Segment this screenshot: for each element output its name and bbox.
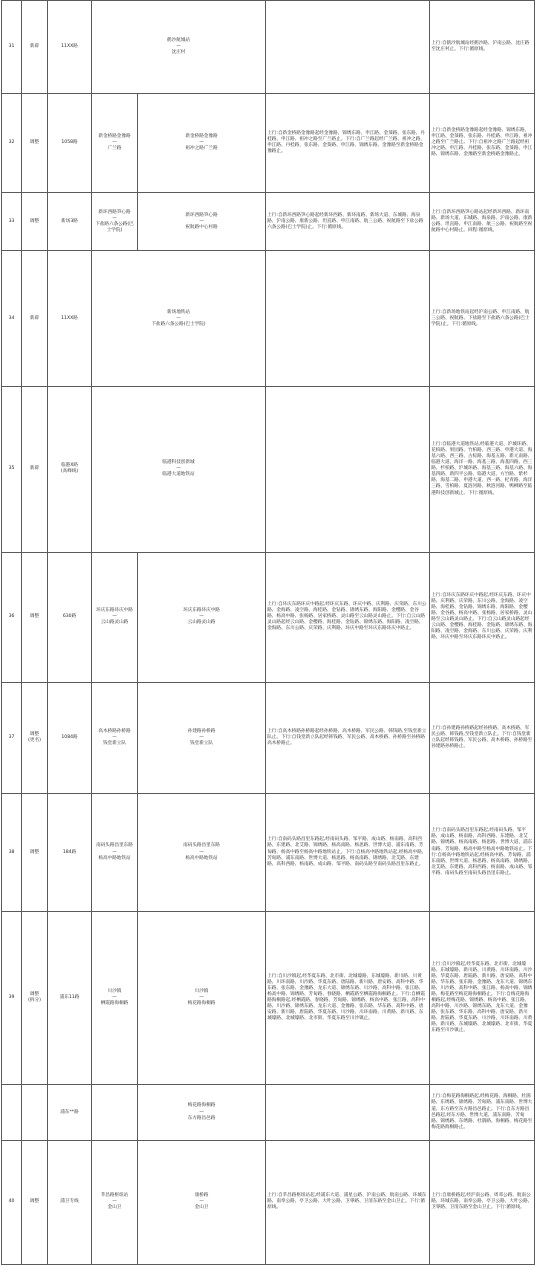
old-route-cell: 上行:自川沙镇起,经华夏东路、北市街、北城壕路、东城壕路、新川路、川黄路、川环南路、川沙路、华夏东路、唐陆路、新川路、唐安路、高科中路、华东路、张东路、金豫路、龙东大道、锦绣东路、川沙路、高科中路、张江路、杨高中路、锦绣路、芳甸路、春晓路、栖霞路至栖霞路海桐路止。下行:自栖霞路海桐路起,经栖霞路、春晓路、芳甸路、锦绣路、杨高中路、张江路、高科中路、川沙路、锦绣东路、龙东大道、金豫路、张东路、华东路、高科中路、唐安路、新川路、唐陆路、华夏东路、川沙路、川环南路、川黄路、新川路、东城壕路、北城壕路、北市街、华夏东路至川沙镇止。 [266,912,430,1085]
table-row [2,552,535,682]
table-row [2,193,535,251]
route-path-before-cell [92,1085,138,1141]
route-path-after-cell: 环庆东路环庆中路 — 云山路灵山路 [138,552,266,682]
row-number-cell: 39 [2,912,22,1085]
route-path-after-cell: 康桥路 — 金山卫 [138,1141,266,1264]
table-row [2,682,535,793]
table-row [2,94,535,193]
route-path-cell: 鹤沙航城站 — 沈庄村 [92,1,266,94]
old-route-cell: 上行:自南码头路昌里东路起,经南码头路、邹平路、成山路、杨南路、高科西路、东建路、北艾路、锦绣路、杨高南路、杨思路、世博大道、浦东南路、芳甸路、杨高中路至杨高中路地铁站止。下行:自杨高中路地铁站起,经杨高中路、芳甸路、浦东南路、世博大道、杨思路、杨高南路、锦绣路、北艾路、东建路、高科西路、杨南路、成山路、邹平路、南码头路至南码头路昌里东路止。 [266,794,430,912]
old-route-cell [266,1,430,94]
line-name-cell: 浦东**路 [48,1085,92,1141]
row-number-cell: 40 [2,1141,22,1264]
table-row [2,1085,535,1141]
line-name-cell: 184路 [48,794,92,912]
adjust-type-cell: 调整 [22,94,48,193]
new-route-cell: 上行:自梅花路海桐路起,经梅花路、海桐路、杜鹃路、东绣路、锦绣路、芳甸路、浦东南路、世博大道、东方路至东方路昌邑路止。下行:自东方路昌邑路起,经东方路、世博大道、浦东南路、芳甸路、锦绣路、东绣路、杜鹃路、海桐路、梅花路至梅花路海桐路止。 [430,1085,535,1141]
row-number-cell: 31 [2,1,22,94]
route-path-before-cell: 莘昌路枢纽站 — 金山卫 [92,1141,138,1264]
row-number-cell: 36 [2,552,22,682]
old-route-cell [266,386,430,552]
old-route-cell [266,251,430,387]
new-route-cell: 上行:自孙建路孙桥路起经孙桥路、高木桥路、军民公路、韩钱路,至钱堂新立队止。下行:自钱堂新立队起经韩钱路、军民公路、高木桥路、孙桥路至孙建路孙桥路止。 [430,682,535,793]
new-route-cell: 上行:自新场地铁站起经沪南公路、申江南路、航三公路、祝航路、下盐路至下盐路六条公路(巴士学院)止。下行:循原线。 [430,251,535,387]
adjust-type-cell: 调整 (拆分) [22,912,48,1085]
adjust-type-cell: 新辟 [22,251,48,387]
route-path-after-cell: 新金桥路金豫路 — 祖冲之路广兰路 [138,94,266,193]
line-name-cell: 11XX路 [48,1,92,94]
table-body [2,1,535,1265]
route-path-cell: 临港科技创新城 — 临港大道地铁站 [92,386,266,552]
adjust-type-cell: 新辟 [22,386,48,552]
old-route-cell: 上行:自莘昌路枢纽站起,经浦东大道、浦星公路、沪南公路、航南公路、环城东路、南奉公路、亭卫公路、大叶公路、卫零路、卫清东路至金山卫止。下行:循原线。 [266,1141,430,1264]
new-route-cell: 上行:自新环西路笋心路站起经新环西路、新环南路、新场大道、东城路、海泉路、沪南公路、康新公路、坦直路、申江南路、航三公路、祝航路至祝航路中心村路止。回程:循原线。 [430,193,535,251]
row-number-cell: 37 [2,682,22,793]
adjust-type-cell: 调整 (更名) [22,682,48,793]
adjust-type-cell: 调整 [22,794,48,912]
route-path-cell: 新场地铁站 — 下盐路六条公路(巴士学院) [92,251,266,387]
old-route-cell: 上行:自环庆东路环庆中路起,经环庆东路、环庆中路、庆利路、庆荣路、东川公路、金海路、凌空路、海桂路、金钻路、锦绣东路、海阳路、金樱路、金谷路、杨高中路、张杨路、居家桥路、灵山路至云山路灵山路止。下行:自云山路灵山路起经云山路、金樱路、海桂路、金钻路、锦绣东路、海阳路、凌空路、金海路、东川公路、庆荣路、庆利路、环庆中路至环庆东路环庆中路止。 [266,552,430,682]
line-name-cell: 1058路 [48,94,92,193]
route-path-after-cell: 南码头路昌里东路 — 杨高中路地铁站 [138,794,266,912]
new-route-cell: 上行:自川沙镇起,经华夏东路、北市街、北城壕路、东城壕路、新川路、川黄路、川环南路、川沙路、华夏东路、唐陆路、新川路、唐安路、高科中路、华东路、张东路、金豫路、龙东大道、锦绣东路、川沙路、高科中路、张江路、杨高中路、锦绣路、梅花路至梅花路海桐路止。下行:自梅花路海桐路起,经梅花路、锦绣路、杨高中路、张江路、高科中路、川沙路、锦绣东路、龙东大道、金豫路、张东路、华东路、高科中路、唐安路、新川路、唐陆路、华夏东路、川沙路、川环南路、川黄路、新川路、东城壕路、北城壕路、北市街、华夏东路至川沙镇止。 [430,912,535,1085]
route-path-after-cell: 孙建路孙桥路 — 钱堂新立队 [138,682,266,793]
row-number-cell: 33 [2,193,22,251]
route-path-before-cell: 环庆东路环庆中路 — 云山路灵山路 [92,552,138,682]
old-route-cell: 上行:自新环西路笋心路起经新环西路、新环南路、新场大道、东城路、海泉路、沪南公路、康新公路、坦直路、申江南路、航三公路、祝航路至下盐公路六条公路(巴士学院)止。下行:循原线。 [266,193,430,251]
route-path-before-cell: 南码头路昌里东路 — 杨高中路地铁站 [92,794,138,912]
line-name-cell: 浦东11路 [48,912,92,1085]
line-name-cell: 浦卫专线 [48,1141,92,1264]
row-number-cell: 34 [2,251,22,387]
table-row [2,912,535,1085]
line-name-cell: 1084路 [48,682,92,793]
route-path-before-cell: 川沙镇 — 栖霞路海桐路 [92,912,138,1085]
new-route-cell: 上行:自南码头路昌里东路起,经南码头路、邹平路、成山路、杨南路、高科西路、东建路、北艾路、锦绣路、杨高南路、杨思路、世博大道、浦东南路、芳甸路、杨高中路至杨高中路地铁站止。下行:自杨高中路地铁站起,经杨高中路、芳甸路、浦东南路、世博大道、杨思路、杨高南路、锦绣路、北艾路、东建路、高科西路、杨南路、成山路、邹平路、南码头路至南码头路昌里东路止。 [430,794,535,912]
old-route-cell [266,1085,430,1141]
table-row [2,386,535,552]
table-row [2,1141,535,1264]
adjust-type-cell: 调整 [22,552,48,682]
adjust-type-cell [22,1085,48,1141]
row-number-cell: 38 [2,794,22,912]
route-path-before-cell: 高木桥路孙桥路 — 钱堂新立队 [92,682,138,793]
line-name-cell: 临港X路 (高峰线) [48,386,92,552]
line-name-cell: 11XX路 [48,251,92,387]
line-name-cell: 新场3路 [48,193,92,251]
row-number-cell: 32 [2,94,22,193]
route-path-before-cell: 新金桥路金豫路 — 广兰路 [92,94,138,193]
adjust-type-cell: 调整 [22,1141,48,1264]
table-row [2,794,535,912]
new-route-cell: 上行:自临港大道地铁站,经临港大道、沪城环路、花柏路、果园路、竹柏路、西三路、申港大道、海基六路、西三路、古棕路、海基五路、新元南路、临港大道、海洋一路、海基三路、海基四路、西三路、杉柏路、沪城环路、海基三路、海基六路、海基四路、新四平公路、临港大道、方竹路、紫杉路、海基二路、申港大道、西一路、杞青路、海洋三路、雪柏路、夏涟河路、秋涟河路、鸭柳路至临港科技创新城止。下行:循原线。 [430,386,535,552]
route-path-after-cell: 新环西路笋心路 — 祝航路中心村路 [138,193,266,251]
route-path-after-cell: 梅花路海桐路 — 东方路昌邑路 [138,1085,266,1141]
old-route-cell: 上行:自新金桥路金豫路起经金豫路、锦绣东路、申江路、金葵路、张东路、丹桂路、申江路、祖冲之路至广兰路止。下行:自广兰路起经广兰路、祖冲之路、申江路、丹桂路、张东路、金葵路、申江路、锦绣东路、金豫路至新金桥路金豫路止。 [266,94,430,193]
new-route-cell: 上行:自康桥路起,经沪南公路、周邓公路、航南公路、环城东路、南奉公路、亭卫公路、大叶公路、卫零路、卫清东路至金山卫止。下行:循原线。 [430,1141,535,1264]
new-route-cell: 上行:自鹤沙航城站经鹤沙路、沪南公路、沈庄路至沈庄村止。下行:循原线。 [430,1,535,94]
table-row [2,251,535,387]
route-adjustment-table [1,0,535,1265]
new-route-cell: 上行:自新金桥路金豫路起经金豫路、锦绣东路、申江路、金葵路、张东路、丹桂路、申江路、祖冲之路至广兰路止。下行:自祖冲之路广兰路起经祖冲之路、申江路、丹桂路、张东路、金葵路、申江路、锦绣东路、金豫路至新金桥路金豫路止。 [430,94,535,193]
row-number-cell [2,1085,22,1141]
table-row [2,1,535,94]
old-route-cell: 上行:自高木桥路孙桥路起经孙桥路、高木桥路、军民公路、韩钱路,至钱堂新立队止。下行:自钱堂新立队起经韩钱路、军民公路、高木桥路、孙桥路至孙桥路高木桥路止。 [266,682,430,793]
route-path-before-cell: 新环西路笋心路 — 下盐路六条公路(巴士学院) [92,193,138,251]
line-name-cell: 630路 [48,552,92,682]
route-path-after-cell: 川沙镇 — 梅花路海桐路 [138,912,266,1085]
adjust-type-cell: 新辟 [22,1,48,94]
row-number-cell: 35 [2,386,22,552]
adjust-type-cell: 调整 [22,193,48,251]
new-route-cell: 上行:自环庆东路环庆中路起,经环庆东路、环庆中路、庆利路、庆荣路、东川公路、金海路、凌空路、海桂路、金钻路、锦绣东路、海阳路、金樱路、金谷路、杨高中路、张杨路、居家桥路、灵山路至云山路灵山路止。下行:自云山路灵山路起经云山路、金樱路、海桂路、金钻路、锦绣东路、海阳路、凌空路、金海路、东川公路、庆荣路、庆利路、环庆中路至环庆东路环庆中路止。 [430,552,535,682]
